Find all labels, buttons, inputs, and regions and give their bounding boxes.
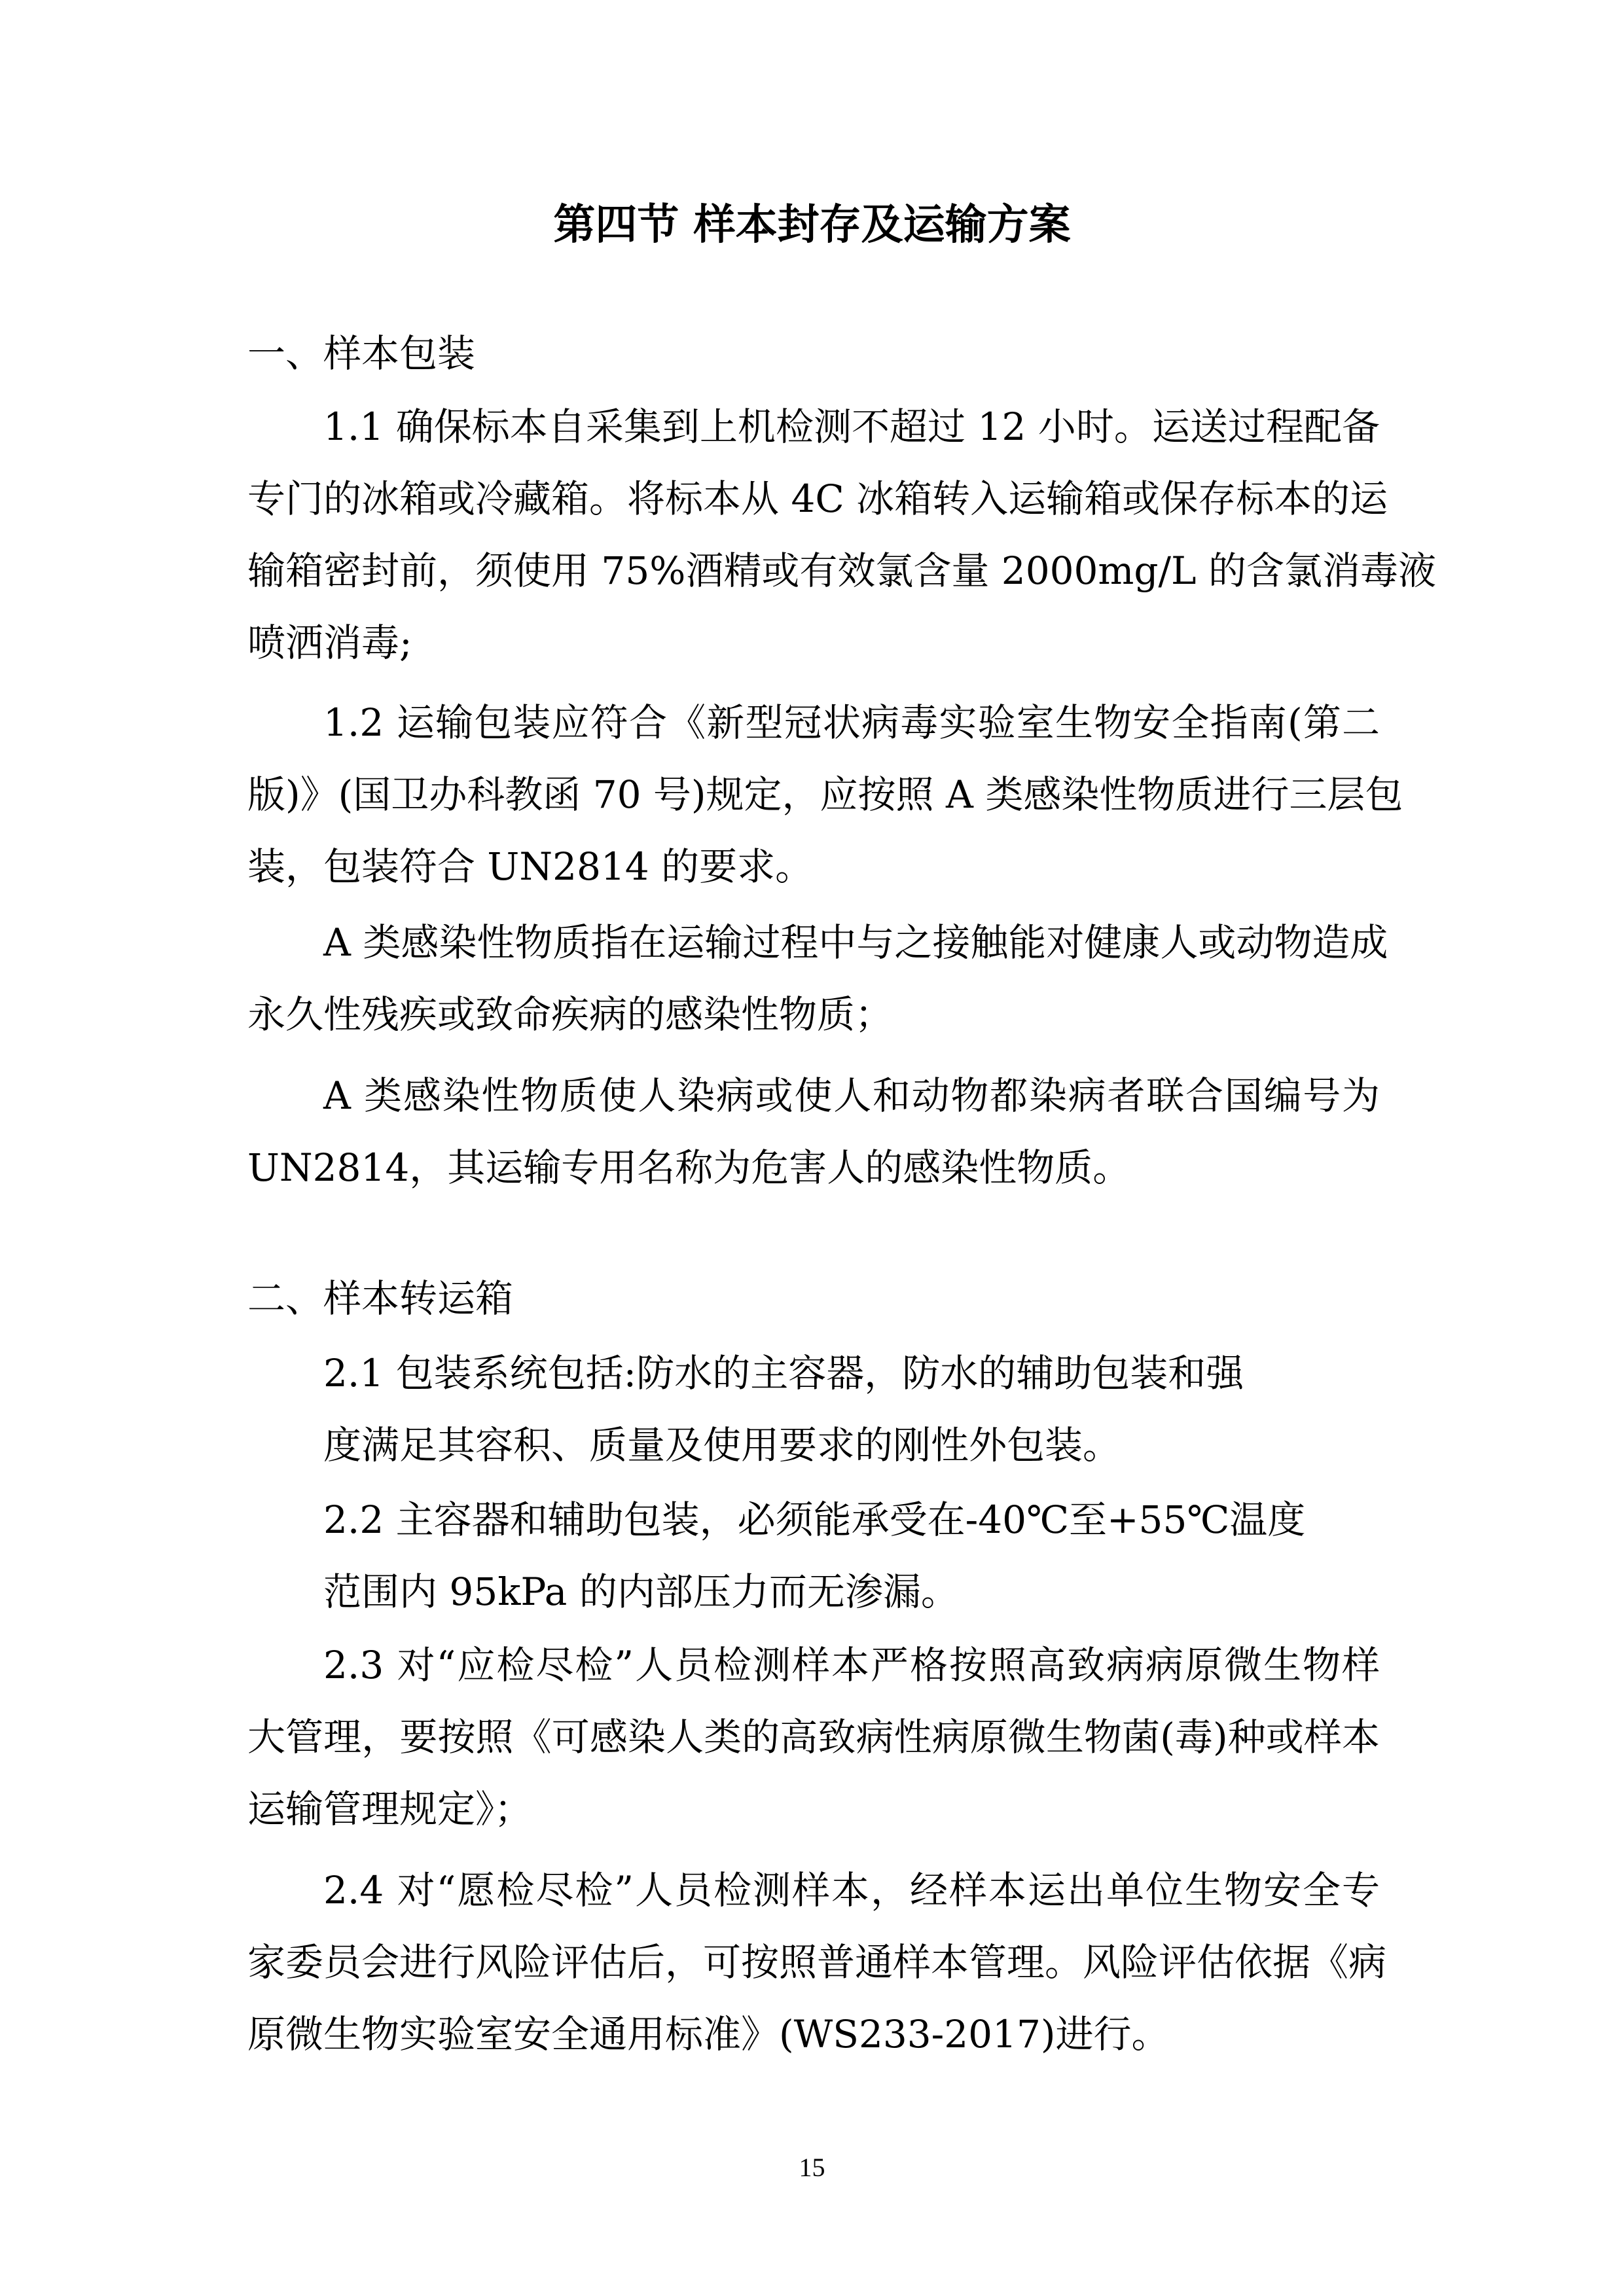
paragraph-2-1-line-1: 2.1 包装系统包括:防水的主容器，防水的辅助包装和强 <box>323 1351 1244 1395</box>
page-title: 第四节 样本封存及运输方案 <box>553 201 1071 249</box>
section-heading-2: 二、样本转运箱 <box>247 1276 514 1321</box>
paragraph-2-3-line-2: 大管理，要按照《可感染人类的高致病性病原微生物菌(毒)种或样本 <box>247 1715 1380 1759</box>
paragraph-1-2-line-3: 装，包装符合 UN2814 的要求。 <box>247 844 814 889</box>
paragraph-1-1-line-4: 喷洒消毒; <box>247 620 412 665</box>
paragraph-2-3-line-3: 运输管理规定》； <box>247 1787 533 1831</box>
paragraph-2-2-line-2: 范围内 95kPa 的内部压力而无渗漏。 <box>323 1570 959 1614</box>
paragraph-1-4-line-2: UN2814，其运输专用名称为危害人的感染性物质。 <box>247 1145 1131 1190</box>
paragraph-2-1-line-2: 度满足其容积、质量及使用要求的刚性外包装。 <box>323 1423 1121 1467</box>
paragraph-1-3-line-1: A 类感染性物质指在运输过程中与之接触能对健康人或动物造成 <box>323 920 1388 965</box>
paragraph-1-3-line-2: 永久性残疾或致命疾病的感染性物质； <box>247 992 893 1037</box>
paragraph-1-1-line-1: 1.1 确保标本自采集到上机检测不超过 12 小时。运送过程配备 <box>323 404 1380 449</box>
paragraph-1-2-line-1: 1.2 运输包装应符合《新型冠状病毒实验室生物安全指南(第二 <box>323 700 1380 745</box>
paragraph-2-3-line-1: 2.3 对“应检尽检”人员检测样本严格按照高致病病原微生物样 <box>323 1643 1380 1687</box>
paragraph-1-4-line-1: A 类感染性物质使人染病或使人和动物都染病者联合国编号为 <box>323 1073 1380 1118</box>
paragraph-1-1-line-3: 输箱密封前，须使用 75%酒精或有效氯含量 2000mg/L 的含氯消毒液 <box>247 548 1437 593</box>
paragraph-1-1-line-2: 专门的冰箱或冷藏箱。将标本从 4C 冰箱转入运输箱或保存标本的运 <box>247 476 1388 521</box>
paragraph-2-2-line-1: 2.2 主容器和辅助包装，必须能承受在-40℃至+55℃温度 <box>323 1498 1306 1542</box>
paragraph-2-4-line-1: 2.4 对“愿检尽检”人员检测样本，经样本运出单位生物安全专 <box>323 1868 1380 1912</box>
page-number: 15 <box>799 2153 825 2182</box>
section-heading-1: 一、样本包装 <box>247 331 476 376</box>
paragraph-1-2-line-2: 版)》(国卫办科教函 70 号)规定，应按照 A 类感染性物质进行三层包 <box>247 772 1403 817</box>
paragraph-2-4-line-2: 家委员会进行风险评估后，可按照普通样本管理。风险评估依据《病 <box>247 1940 1387 1984</box>
paragraph-2-4-line-3: 原微生物实验室安全通用标准》(WS233-2017)进行。 <box>247 2012 1170 2056</box>
